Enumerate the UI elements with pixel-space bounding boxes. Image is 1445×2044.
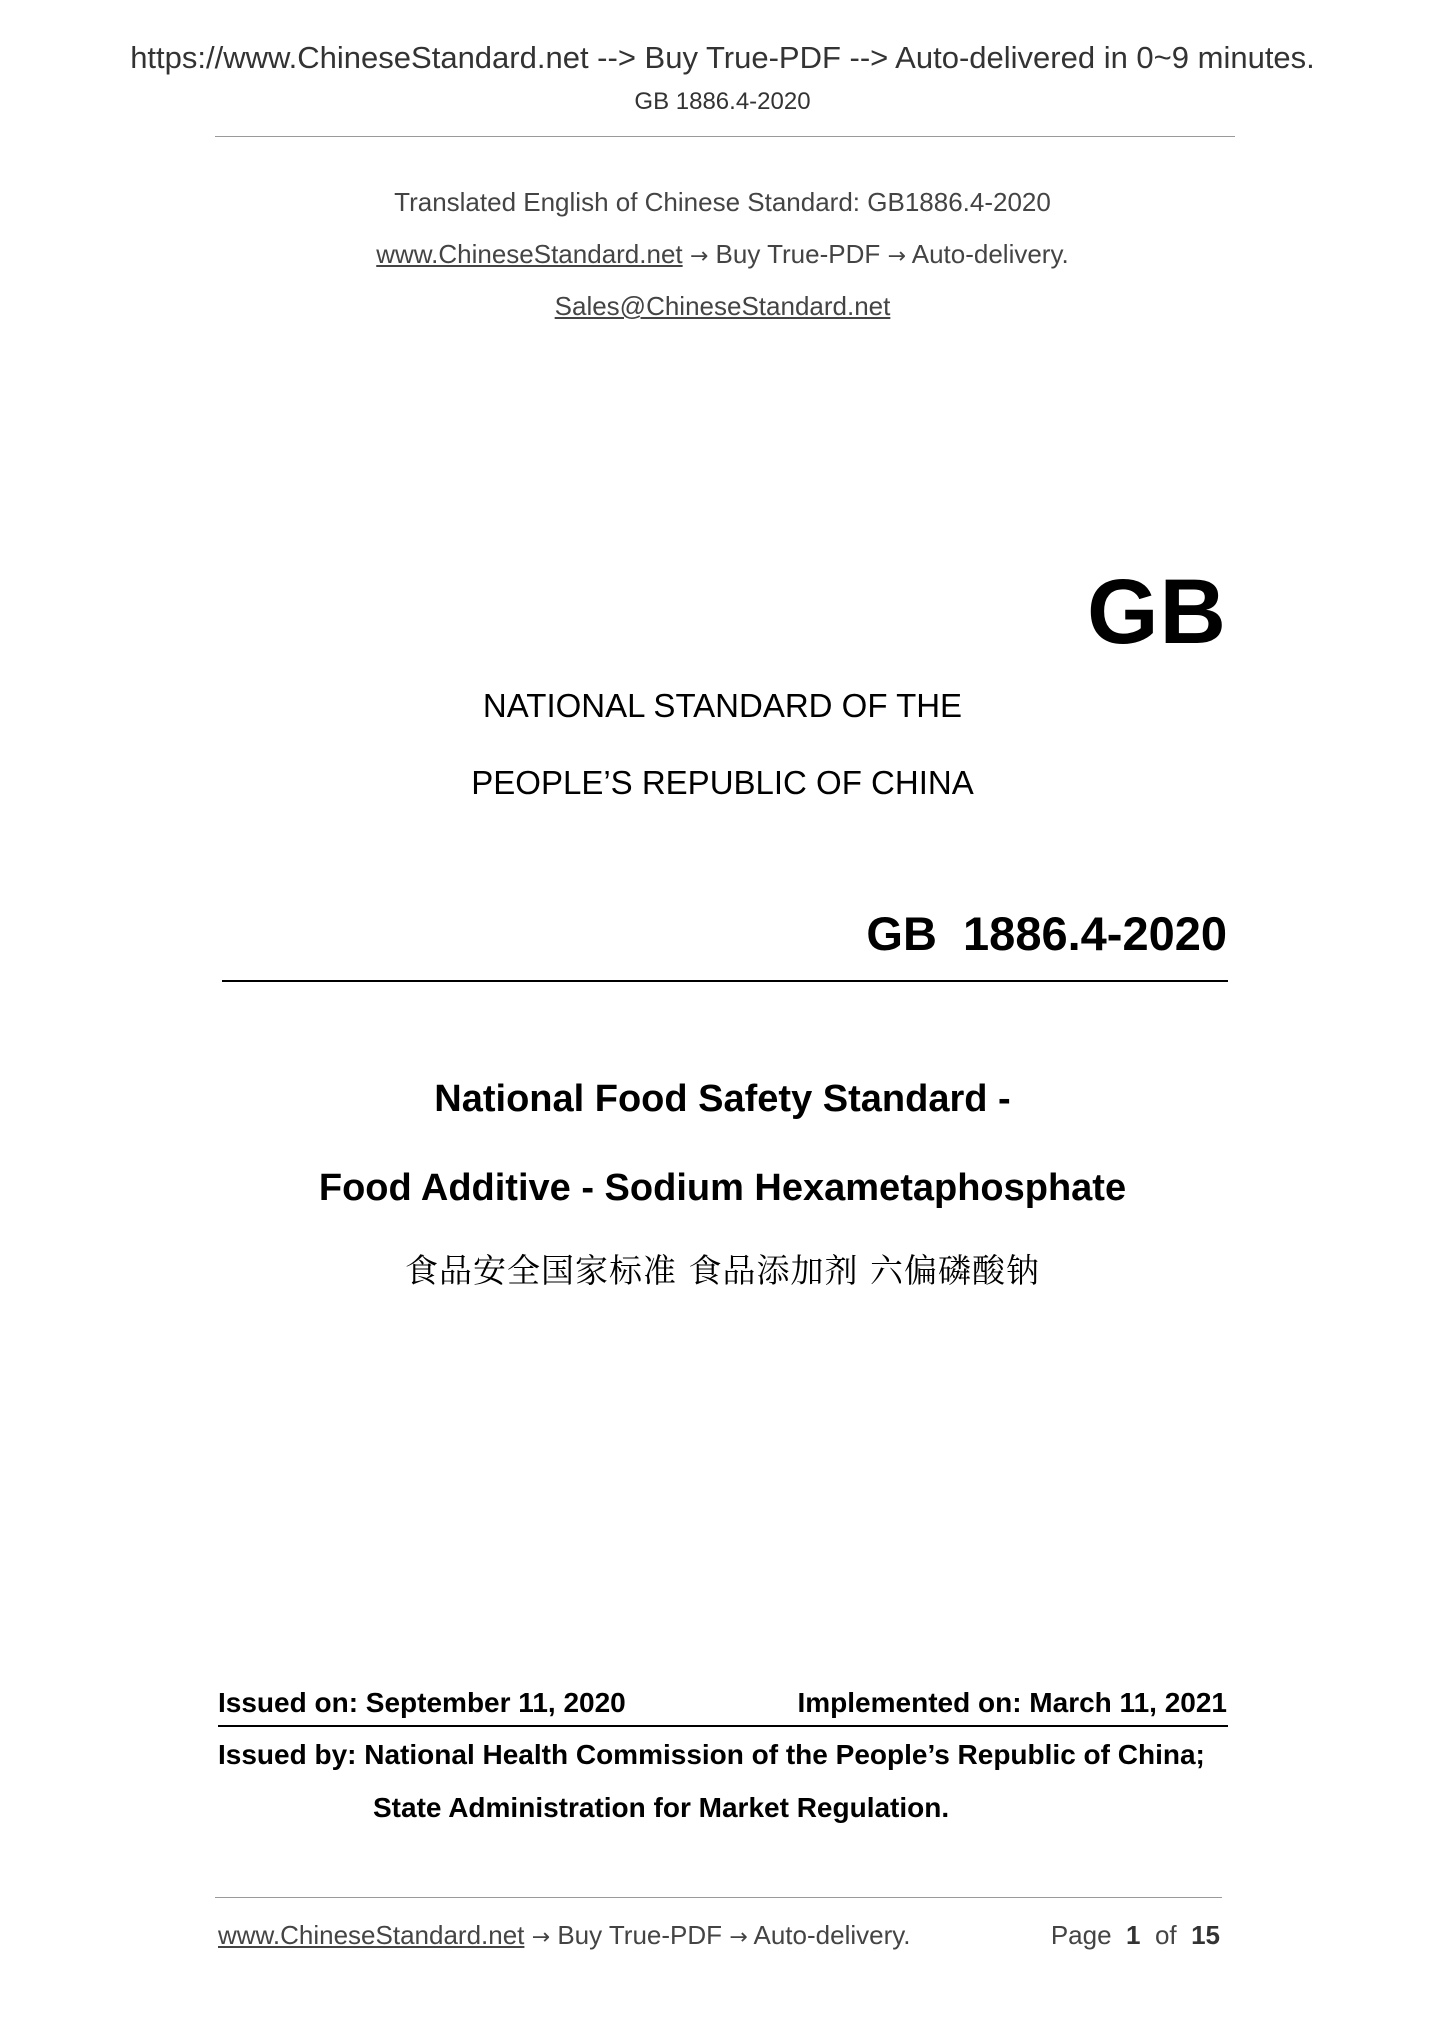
arrow-right-icon: → bbox=[531, 1925, 551, 1950]
title-line1: National Food Safety Standard - bbox=[434, 1078, 1011, 1120]
buy-text: Buy True-PDF bbox=[715, 239, 881, 269]
delivery-text: Auto-delivery. bbox=[911, 239, 1069, 269]
issued-on: Issued on: September 11, 2020 bbox=[218, 1687, 626, 1718]
footer-delivery-text: Auto-delivery. bbox=[753, 1920, 911, 1950]
arrow-right-icon: → bbox=[887, 244, 906, 269]
footer-divider bbox=[215, 1897, 1222, 1898]
header-banner: https://www.ChineseStandard.net --> Buy True-PDF --> Auto-delivered in 0~9 minutes. bbox=[130, 40, 1315, 75]
buy-line bbox=[0, 239, 1445, 270]
footer-site-link[interactable]: www.ChineseStandard.net bbox=[218, 1920, 525, 1950]
issued-by-second: State Administration for Market Regulation. bbox=[373, 1792, 950, 1823]
code-divider bbox=[222, 980, 1228, 982]
arrow-right-icon: → bbox=[689, 244, 709, 269]
implemented-on: Implemented on: March 11, 2021 bbox=[797, 1687, 1227, 1718]
page-indicator bbox=[1051, 1920, 1220, 1951]
site-link[interactable]: www.ChineseStandard.net bbox=[376, 239, 683, 269]
issuance-divider bbox=[218, 1725, 1228, 1727]
header-divider bbox=[215, 136, 1235, 137]
header-doc-code: GB 1886.4-2020 bbox=[634, 88, 811, 115]
email-link[interactable]: Sales@ChineseStandard.net bbox=[554, 291, 891, 321]
standard-code: GB 1886.4-2020 bbox=[866, 907, 1227, 960]
national-standard-line2: PEOPLE’S REPUBLIC OF CHINA bbox=[471, 764, 974, 801]
title-line2: Food Additive - Sodium Hexametaphosphate bbox=[318, 1167, 1127, 1209]
footer-buy-line bbox=[218, 1920, 911, 1951]
footer-buy-text: Buy True-PDF bbox=[557, 1920, 723, 1950]
page-label: Page bbox=[1050, 1920, 1112, 1950]
page-current: 1 bbox=[1126, 1920, 1141, 1950]
issued-by: Issued by: National Health Commission of the People’s Republic of China; bbox=[218, 1739, 1205, 1770]
arrow-right-icon: → bbox=[729, 1925, 748, 1950]
national-standard-line1: NATIONAL STANDARD OF THE bbox=[482, 687, 963, 724]
page-total: 15 bbox=[1191, 1920, 1220, 1950]
email-line bbox=[0, 291, 1445, 322]
title-chinese: 食品安全国家标准 食品添加剂 六偏磷酸钠 bbox=[405, 1251, 1040, 1290]
of-label: of bbox=[1154, 1920, 1177, 1950]
translation-notice: Translated English of Chinese Standard: GB1886.4-2020 bbox=[394, 187, 1051, 217]
gb-mark: GB bbox=[1087, 561, 1227, 663]
